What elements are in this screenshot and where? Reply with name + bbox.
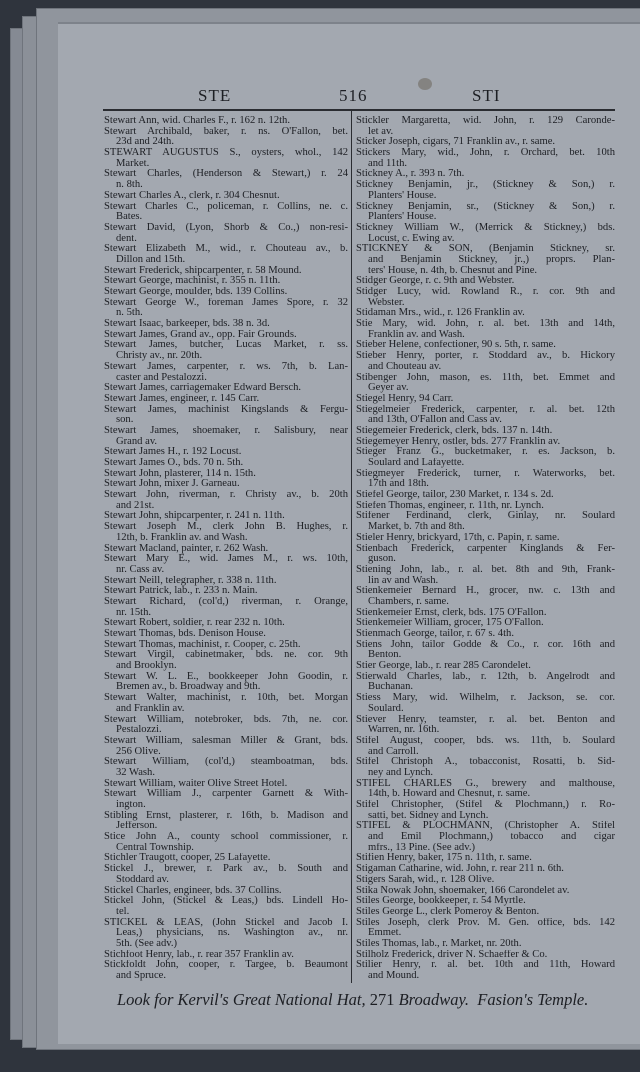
entry-continuation: Soulard.: [368, 703, 404, 714]
directory-entry: [104, 640, 348, 651]
directory-entry: [356, 501, 615, 512]
entry-continuation: Locust, c. Ewing av.: [368, 233, 455, 244]
entry-continuation: Jefferson.: [116, 821, 158, 832]
entry-continuation: Webster.: [368, 297, 405, 308]
entry-line: Stickfoldt John, cooper, r. Targee, b. Beaumont: [104, 960, 348, 971]
entry-line: Stewart James H., r. 192 Locust.: [104, 447, 242, 458]
entry-continuation: and Brooklyn.: [116, 661, 177, 672]
entry-continuation: Franklin av. and Wash.: [368, 329, 465, 340]
footer-text-1: Look for Kervil's Great National Hat,: [117, 990, 366, 1009]
entry-line: Stewart Elizabeth M., wid., r. Chouteau av., b.: [104, 244, 348, 255]
directory-entry: [104, 469, 348, 480]
entry-line: Stichler Traugott, cooper, 25 Lafayette.: [104, 853, 271, 864]
entry-continuation: lin av and Wash.: [368, 575, 439, 586]
directory-entry: [356, 437, 615, 448]
right-guide-word: STI: [472, 86, 501, 105]
directory-entry: [356, 223, 615, 244]
entry-line: Stewart Thomas, bds. Denison House.: [104, 629, 266, 639]
entry-line: Stickney William W., (Merrick & Stickney,) bds.: [356, 222, 615, 233]
left-guide-word: STE: [198, 86, 232, 105]
right-column: [356, 116, 615, 982]
directory-entry: [104, 458, 348, 469]
entry-continuation: 32 Wash.: [116, 767, 155, 778]
directory-entry: [356, 918, 615, 939]
entry-continuation: let av.: [368, 126, 394, 137]
directory-entry: [356, 544, 615, 565]
entry-line: STICKEL & LEAS, (John Stickel and Jacob I.: [104, 917, 348, 928]
entry-line: Stienkemeier William, grocer, 175 O'Fallon.: [356, 618, 544, 629]
footer-text-4: Fasion's Temple.: [477, 990, 589, 1009]
directory-entry: [104, 597, 348, 618]
directory-entry: [104, 832, 348, 853]
directory-entry: [104, 960, 348, 981]
entry-line: Stewart Walter, machinist, r. 10th, bet. Morgan: [104, 693, 348, 704]
entry-line: Stieger Franz G., bucketmaker, r. es. Jackson, b.: [356, 447, 615, 458]
entry-line: Stigers Sarah, wid., r. 128 Olive.: [356, 874, 495, 885]
directory-entry: [356, 202, 615, 223]
entry-line: Stienkemeier Ernst, clerk, bds. 175 O'Fallon.: [356, 607, 547, 618]
entry-continuation: caster and Pestalozzi.: [116, 372, 207, 383]
directory-entry: [356, 939, 615, 950]
directory-entry: [356, 137, 615, 148]
entry-line: Stickney Benjamin, sr., (Stickney & Son,) r.: [356, 201, 615, 212]
directory-entry: [104, 715, 348, 736]
directory-entry: [104, 287, 348, 298]
entry-continuation: dent.: [116, 233, 137, 244]
entry-line: Stidger Lucy, wid. Rowland R., r. cor. 9th and: [356, 287, 615, 297]
directory-entry: [356, 640, 615, 661]
entry-line: Stickel Charles, engineer, bds. 37 Collins.: [104, 885, 282, 896]
entry-line: Stewart William, (col'd,) steamboatman, bds.: [104, 757, 348, 768]
entry-line: Stewart John, mixer J. Garneau.: [104, 479, 240, 490]
entry-line: Stiles Joseph, clerk Prov. M. Gen. office, bds. 142: [356, 917, 615, 928]
directory-entry: [104, 672, 348, 693]
entry-line: Stewart William, notebroker, bds. 7th, ne. cor.: [104, 714, 348, 725]
entry-line: Stewart W. L. E., bookkeeper John Goodin, r.: [104, 671, 348, 682]
entry-continuation: nr. 15th.: [116, 607, 152, 618]
entry-line: Stilholz Frederick, driver N. Schaeffer & Co.: [356, 949, 548, 960]
entry-line: Stewart Joseph M., clerk John B. Hughes, r.: [104, 522, 348, 533]
entry-line: STIFEL & PLOCHMANN, (Christopher A. Stifel: [356, 821, 615, 832]
directory-entry: [104, 586, 348, 597]
entry-continuation: Warren, nr. 16th.: [368, 725, 440, 736]
directory-entry: [104, 853, 348, 864]
entry-line: Stilier Henry, r. al. bet. 10th and 11th, Howard: [356, 960, 615, 971]
entry-continuation: Planters' House.: [368, 190, 437, 201]
directory-entry: [356, 394, 615, 405]
directory-entry: [356, 287, 615, 308]
directory-entry: [356, 853, 615, 864]
entry-continuation: and Franklin av.: [116, 703, 185, 714]
entry-line: Stiegelmeier Frederick, carpenter, r. al. bet. 12th: [356, 404, 615, 415]
entry-line: Stienkemeier Bernard H., grocer, nw. c. 13th and: [356, 586, 615, 597]
directory-entry: [356, 533, 615, 544]
directory-entry: [104, 394, 348, 405]
left-column: [104, 116, 348, 982]
directory-entry: [104, 693, 348, 714]
directory-entry: [356, 319, 615, 340]
column-divider: [351, 111, 352, 983]
entry-continuation: ington.: [116, 800, 146, 810]
directory-entry: [356, 565, 615, 586]
directory-entry: [104, 319, 348, 330]
entry-line: Stiess Mary, wid. Wilhelm, r. Jackson, se. cor.: [356, 693, 615, 704]
entry-line: Stewart Isaac, barkeeper, bds. 38 n. 3d.: [104, 319, 270, 330]
entry-continuation: and Chouteau av.: [368, 361, 442, 372]
entry-continuation: and 13th, O'Fallon and Cass av.: [368, 415, 502, 426]
entry-continuation: 12th, b. Franklin av. and Wash.: [116, 532, 248, 543]
entry-line: Stidger George, r. c. 9th and Webster.: [356, 276, 515, 287]
entry-line: Stierwald Charles, lab., r. 12th, b. Angelrodt and: [356, 671, 615, 682]
entry-line: Stickel J., brewer, r. Park av., b. South and: [104, 864, 348, 875]
directory-entry: [104, 629, 348, 640]
directory-entry: [104, 447, 348, 458]
entry-line: Stidaman Mrs., wid., r. 126 Franklin av.: [356, 308, 525, 319]
entry-continuation: nr. Cass av.: [116, 564, 165, 575]
directory-entry: [356, 907, 615, 918]
directory-entry: [356, 661, 615, 672]
entry-continuation: Market.: [116, 158, 150, 169]
entry-continuation: Dillon and 15th.: [116, 254, 186, 265]
entry-line: Stiens John, tailor Godde & Co., r. cor. 16th and: [356, 639, 615, 650]
entry-line: Stewart Frederick, shipcarpenter, r. 58 Mound.: [104, 265, 302, 276]
directory-entry: [104, 864, 348, 885]
directory-entry: [356, 169, 615, 180]
entry-continuation: and Carroll.: [368, 746, 419, 757]
entry-continuation: 14th, b. Howard and Chesnut, r. same.: [368, 789, 531, 800]
directory-entry: [104, 886, 348, 897]
entry-line: STICKNEY & SON, (Benjamin Stickney, sr.: [356, 244, 615, 255]
directory-entry: [356, 629, 615, 640]
entry-line: Stifel August, cooper, bds. ws. 11th, b. Soulard: [356, 735, 615, 746]
directory-entry: [356, 960, 615, 981]
directory-entry: [104, 896, 348, 917]
entry-line: Stewart George, machinist, r. 355 n. 11th.: [104, 276, 281, 287]
entry-line: Stewart Virgil, cabinetmaker, bds. ne. cor. 9th: [104, 650, 348, 661]
stain-mark: [418, 78, 432, 90]
entry-line: Stichfoot Henry, lab., r. rear 357 Franklin av.: [104, 949, 294, 960]
entry-line: Stewart George, moulder, bds. 139 Collins.: [104, 287, 288, 297]
directory-entry: [104, 116, 348, 127]
footer-text-2: 271: [369, 990, 395, 1009]
entry-line: Stibenger John, mason, es. 11th, bet. Emmet and: [356, 372, 615, 383]
entry-line: Stiening John, lab., r. al. bet. 8th and 9th, Frank-: [356, 564, 615, 575]
directory-entry: [356, 405, 615, 426]
entry-line: Stewart James, machinist Kingslands & Fergu-: [104, 404, 348, 415]
directory-entry: [104, 340, 348, 361]
directory-entry: [356, 426, 615, 437]
directory-entry: [356, 340, 615, 351]
entry-line: Stiefen Thomas, engineer, r. 11th, nr. Lynch.: [356, 500, 544, 511]
entry-line: Stewart William, salesman Miller & Grant, bds.: [104, 735, 348, 746]
entry-continuation: and 21st.: [116, 500, 155, 511]
entry-line: Stewart James, carpenter, r. ws. 7th, b. Lan-: [104, 361, 348, 372]
directory-entry: [104, 779, 348, 790]
entry-line: Stewart James, Grand av., opp. Fair Grounds.: [104, 329, 297, 340]
directory-entry: [356, 757, 615, 778]
entry-line: Stiles George, bookkeeper, r. 54 Myrtle.: [356, 896, 526, 907]
entry-continuation: Central Township.: [116, 842, 194, 853]
entry-line: Stewart Robert, soldier, r. rear 232 n. 10th.: [104, 618, 285, 629]
entry-line: Stewart John, plasterer, 114 n. 15th.: [104, 468, 256, 479]
entry-continuation: Chambers, r. same.: [368, 596, 449, 607]
entry-line: Stienmach George, tailor, r. 67 s. 4th.: [356, 629, 514, 639]
entry-continuation: 5th. (See adv.): [116, 938, 178, 949]
directory-entry: [356, 950, 615, 961]
entry-line: Stewart Charles C., policeman, r. Collins, ne. c.: [104, 201, 348, 212]
directory-entry: [356, 447, 615, 468]
directory-entry: [356, 864, 615, 875]
entry-line: Stibling Ernst, plasterer, r. 16th, b. Madison and: [104, 810, 348, 821]
directory-entry: [356, 693, 615, 714]
directory-entry: [104, 650, 348, 671]
directory-entry: [356, 469, 615, 490]
directory-entry: [356, 373, 615, 394]
entry-line: Stiegemeier Frederick, clerk, bds. 137 n. 14th.: [356, 425, 553, 436]
entry-line: Stewart Charles, (Henderson & Stewart,) r. 24: [104, 169, 348, 180]
entry-line: Stewart Neill, telegrapher, r. 338 n. 11th.: [104, 575, 277, 586]
directory-entry: [104, 811, 348, 832]
entry-line: Stewart Archibald, baker, r. ns. O'Fallon, bet.: [104, 126, 348, 137]
entry-line: Stier George, lab., r. rear 285 Carondelet.: [356, 661, 531, 672]
directory-entry: [104, 383, 348, 394]
directory-entry: [104, 736, 348, 757]
entry-continuation: n. 5th.: [116, 308, 143, 319]
page-number: 516: [339, 86, 368, 105]
entry-line: Stie Mary, wid. John, r. al. bet. 13th and 14th,: [356, 319, 615, 330]
directory-entry: [356, 779, 615, 800]
directory-entry: [356, 886, 615, 897]
directory-entry: [356, 351, 615, 372]
directory-entry: [104, 554, 348, 575]
entry-continuation: Geyer av.: [368, 383, 409, 394]
entry-line: Stewart George W., foreman James Spore, r. 32: [104, 297, 348, 308]
entry-continuation: Pestalozzi.: [116, 725, 162, 736]
entry-line: Stewart Mary E., wid. James M., r. ws. 10th,: [104, 554, 348, 565]
entry-line: Stewart James, carriagemaker Edward Bersch.: [104, 383, 302, 394]
entry-line: Stewart Richard, (col'd,) riverman, r. Orange,: [104, 596, 348, 607]
entry-line: Stewart Ann, wid. Charles F., r. 162 n. 12th.: [104, 116, 291, 126]
entry-continuation: and Spruce.: [116, 971, 167, 981]
directory-entry: [104, 244, 348, 265]
entry-line: Stewart Macland, painter, r. 262 Wash.: [104, 543, 269, 554]
directory-entry: [356, 875, 615, 886]
entry-line: Stickel John, (Stickel & Leas,) bds. Lindell Ho-: [104, 896, 348, 907]
entry-line: Stifien Henry, baker, 175 n. 11th, r. same.: [356, 853, 532, 864]
directory-entry: [104, 950, 348, 961]
directory-entry: [356, 276, 615, 287]
entry-line: Stewart James, engineer, r. 145 Carr.: [104, 393, 260, 404]
directory-entry: [104, 276, 348, 287]
directory-entry: [356, 800, 615, 821]
entry-line: Stewart David, (Lyon, Shorb & Co.,) non-resi-: [104, 222, 348, 233]
directory-entry: [104, 544, 348, 555]
directory-entry: [104, 191, 348, 202]
directory-entry: [104, 576, 348, 587]
entry-line: Stieber Henry, porter, r. Stoddard av., b. Hickory: [356, 351, 615, 362]
entry-line: Stifel Christopher, (Stifel & Plochmann,) r. Ro-: [356, 800, 615, 810]
entry-line: Stewart John, riverman, r. Christy av., b. 20th: [104, 490, 348, 501]
entry-line: Stickler Margaretta, wid. John, r. 129 Caronde-: [356, 116, 615, 126]
entry-continuation: and Benjamin Stickney, jr.,) proprs. Plan-: [368, 254, 615, 265]
entry-line: STIFEL CHARLES G., brewery and malthouse,: [356, 778, 615, 789]
directory-entry: [104, 918, 348, 950]
entry-line: Stiegel Henry, 94 Carr.: [356, 393, 454, 404]
entry-continuation: Emmet.: [368, 928, 402, 939]
directory-entry: [356, 148, 615, 169]
directory-entry: [356, 821, 615, 853]
entry-continuation: satti, bet. Sidney and Lynch.: [368, 810, 489, 821]
entry-continuation: Leas,) physicians, ns. Washington av., nr.: [116, 928, 348, 939]
entry-line: Stewart William J., carpenter Garnett & With-: [104, 789, 348, 800]
entry-line: Stifel Christoph A., tobacconist, Rosatti, b. Sid-: [356, 757, 615, 768]
directory-entry: [356, 244, 615, 276]
entry-line: Stifener Ferdinand, clerk, Ginlay, nr. Soulard: [356, 511, 615, 522]
entry-line: Stiles George L., clerk Pomeroy & Benton.: [356, 906, 540, 917]
directory-entry: [104, 511, 348, 522]
entry-line: Stewart Thomas, machinist, r. Cooper, c. 25th.: [104, 639, 301, 650]
directory-entry: [104, 522, 348, 543]
directory-entry: [356, 608, 615, 619]
entry-line: Stewart James O., bds. 70 n. 5th.: [104, 458, 244, 468]
entry-continuation: ters' House, n. 4th, b. Chesnut and Pine.: [368, 265, 538, 276]
directory-entry: [356, 180, 615, 201]
entry-continuation: Soulard and Lafayette.: [368, 458, 465, 468]
directory-entry: [104, 479, 348, 490]
entry-line: Stickers Mary, wid., John, r. Orchard, bet. 10th: [356, 148, 615, 159]
directory-entry: [356, 896, 615, 907]
entry-continuation: 17th and 18th.: [368, 479, 429, 490]
entry-line: Stigaman Catharine, wid. John, r. rear 211 n. 6th.: [356, 864, 564, 875]
entry-continuation: Bates.: [116, 212, 143, 223]
directory-entry: [104, 757, 348, 778]
directory-entry: [104, 202, 348, 223]
entry-line: Stewart John, shipcarpenter, r. 241 n. 11th.: [104, 511, 285, 522]
directory-entry: [356, 586, 615, 607]
directory-entry: [356, 308, 615, 319]
directory-entry: [104, 618, 348, 629]
directory-entry: [104, 789, 348, 810]
entry-continuation: Stoddard av.: [116, 874, 169, 885]
entry-line: Stiles Thomas, lab., r. Market, nr. 20th.: [356, 938, 522, 949]
entry-line: Stewart Charles A., clerk, r. 304 Chesnut.: [104, 190, 280, 201]
entry-continuation: tel.: [116, 906, 130, 917]
directory-entry: [104, 298, 348, 319]
entry-line: Stiegemeyer Henry, ostler, bds. 277 Franklin av.: [356, 436, 561, 447]
directory-entry: [356, 715, 615, 736]
entry-line: Stewart James, shoemaker, r. Salisbury, near: [104, 425, 348, 436]
entry-continuation: guson.: [368, 554, 396, 565]
entry-continuation: Bremen av., b. Broadway and 9th.: [116, 682, 261, 693]
entry-continuation: Benton.: [368, 650, 402, 661]
entry-line: Stewart William, waiter Olive Street Hotel.: [104, 778, 288, 789]
directory-entry: [104, 148, 348, 169]
entry-line: STEWART AUGUSTUS S., oysters, whol., 142: [104, 148, 348, 159]
directory-entry: [104, 330, 348, 341]
directory-entry: [104, 405, 348, 426]
entry-continuation: Buchanan.: [368, 682, 414, 693]
footer-text-3: Broadway.: [398, 990, 470, 1009]
directory-entry: [104, 127, 348, 148]
header-rule: [103, 109, 615, 111]
entry-line: Stewart James, butcher, Lucas Market, r. ss.: [104, 340, 348, 351]
directory-entry: [104, 266, 348, 277]
entry-continuation: and Mound.: [368, 971, 420, 981]
entry-continuation: 23d and 24th.: [116, 137, 174, 148]
entry-continuation: Christy av., nr. 20th.: [116, 351, 203, 362]
entry-line: Stika Nowak John, shoemaker, 166 Carondelet av.: [356, 885, 570, 896]
entry-line: Stienbach Frederick, carpenter Kinglands & Fer-: [356, 543, 615, 554]
directory-entry: [356, 116, 615, 137]
entry-line: Stewart Patrick, lab., r. 233 n. Main.: [104, 586, 258, 597]
entry-line: Sticker Joseph, cigars, 71 Franklin av., r. same.: [356, 137, 556, 148]
entry-line: Stieler Henry, brickyard, 17th, c. Papin, r. same.: [356, 532, 560, 543]
entry-line: Stiegmeyer Frederick, turner, r. Waterworks, bet.: [356, 468, 615, 479]
entry-continuation: 256 Olive.: [116, 746, 161, 757]
entry-line: Stickney Benjamin, jr., (Stickney & Son,) r.: [356, 180, 615, 191]
entry-line: Stiefel George, tailor, 230 Market, r. 134 s. 2d.: [356, 490, 554, 501]
entry-continuation: son.: [116, 415, 134, 426]
directory-entry: [356, 490, 615, 501]
directory-entry: [356, 672, 615, 693]
entry-continuation: ney and Lynch.: [368, 767, 434, 778]
entry-continuation: and 11th.: [368, 158, 408, 169]
entry-line: Stice John A., county school commissioner, r.: [104, 832, 348, 843]
entry-continuation: and Emil Plochmann,) tobacco and cigar: [368, 832, 615, 843]
directory-entry: [104, 169, 348, 190]
directory-entry: [104, 426, 348, 447]
entry-line: Stieber Helene, confectioner, 90 s. 5th, r. same.: [356, 340, 556, 351]
entry-continuation: Planters' House.: [368, 212, 437, 223]
entry-continuation: Market, b. 7th and 8th.: [368, 522, 465, 533]
directory-entry: [104, 362, 348, 383]
entry-line: Stiever Henry, teamster, r. al. bet. Benton and: [356, 714, 615, 725]
directory-entry: [104, 490, 348, 511]
directory-entry: [356, 736, 615, 757]
entry-continuation: mfrs., 13 Pine. (See adv.): [368, 842, 475, 853]
entry-continuation: n. 8th.: [116, 180, 143, 191]
entry-line: Stickney A., r. 393 n. 7th.: [356, 169, 465, 180]
entry-continuation: Grand av.: [116, 436, 158, 447]
directory-entry: [356, 618, 615, 629]
footer-advertisement: [117, 990, 617, 1010]
directory-entry: [356, 511, 615, 532]
directory-entry: [104, 223, 348, 244]
